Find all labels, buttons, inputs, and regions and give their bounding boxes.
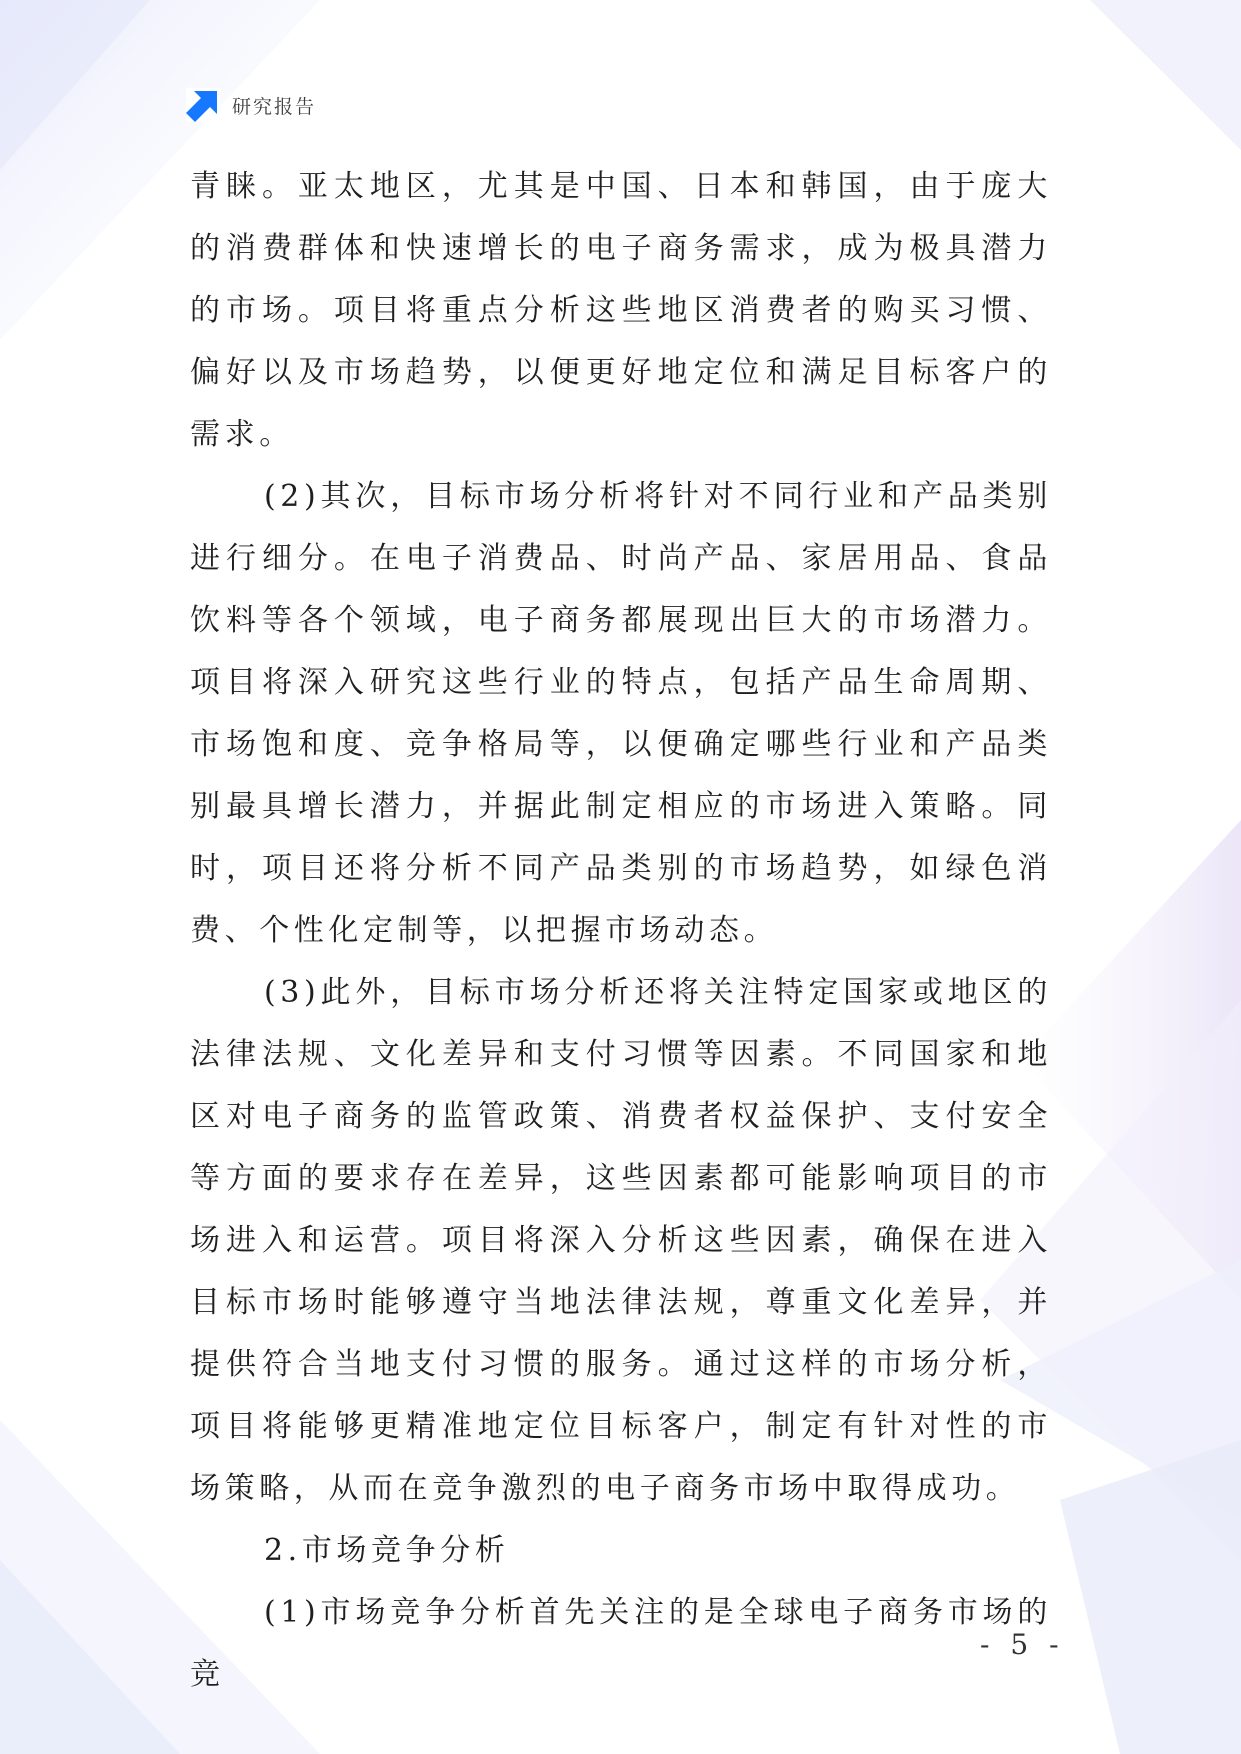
header-label: 研究报告 <box>232 95 317 118</box>
report-header <box>186 88 316 122</box>
paragraph-2: (2)其次，目标市场分析将针对不同行业和产品类别进行细分。在电子消费品、时尚产品、家居用品、食品饮料等各个领域，电子商务都展现出巨大的市场潜力。项目将深入研究这些行业的特点，包括产品生命周期、市场饱和度、竞争格局等，以便确定哪些行业和产品类别最具增长潜力，并据此制定相应的市场进入策略。同时，项目还将分析不同产品类别的市场趋势，如绿色消费、个性化定制等，以把握市场动态。 <box>190 479 1052 948</box>
document-body <box>190 156 1052 1706</box>
arrow-up-right-icon <box>186 88 220 122</box>
page-number: - 5 - <box>980 1628 1065 1661</box>
paragraph-3: (3)此外，目标市场分析还将关注特定国家或地区的法律法规、文化差异和支付习惯等因素。不同国家和地区对电子商务的监管政策、消费者权益保护、支付安全等方面的要求存在差异，这些因素都可能影响项目的市场进入和运营。项目将深入分析这些因素，确保在进入目标市场时能够遵守当地法律法规，尊重文化差异，并提供符合当地支付习惯的服务。通过这样的市场分析，项目将能够更精准地定位目标客户，制定有针对性的市场策略，从而在竞争激烈的电子商务市场中取得成功。 <box>190 975 1052 1506</box>
paragraph-continued: 青睐。亚太地区，尤其是中国、日本和韩国，由于庞大的消费群体和快速增长的电子商务需求，成为极具潜力的市场。项目将重点分析这些地区消费者的购买习惯、偏好以及市场趋势，以便更好地定位和满足目标客户的需求。 <box>190 169 1052 452</box>
paragraph-competition: (1)市场竞争分析首先关注的是全球电子商务市场的竞 <box>190 1595 1052 1692</box>
section-heading: 2.市场竞争分析 <box>264 1533 510 1568</box>
